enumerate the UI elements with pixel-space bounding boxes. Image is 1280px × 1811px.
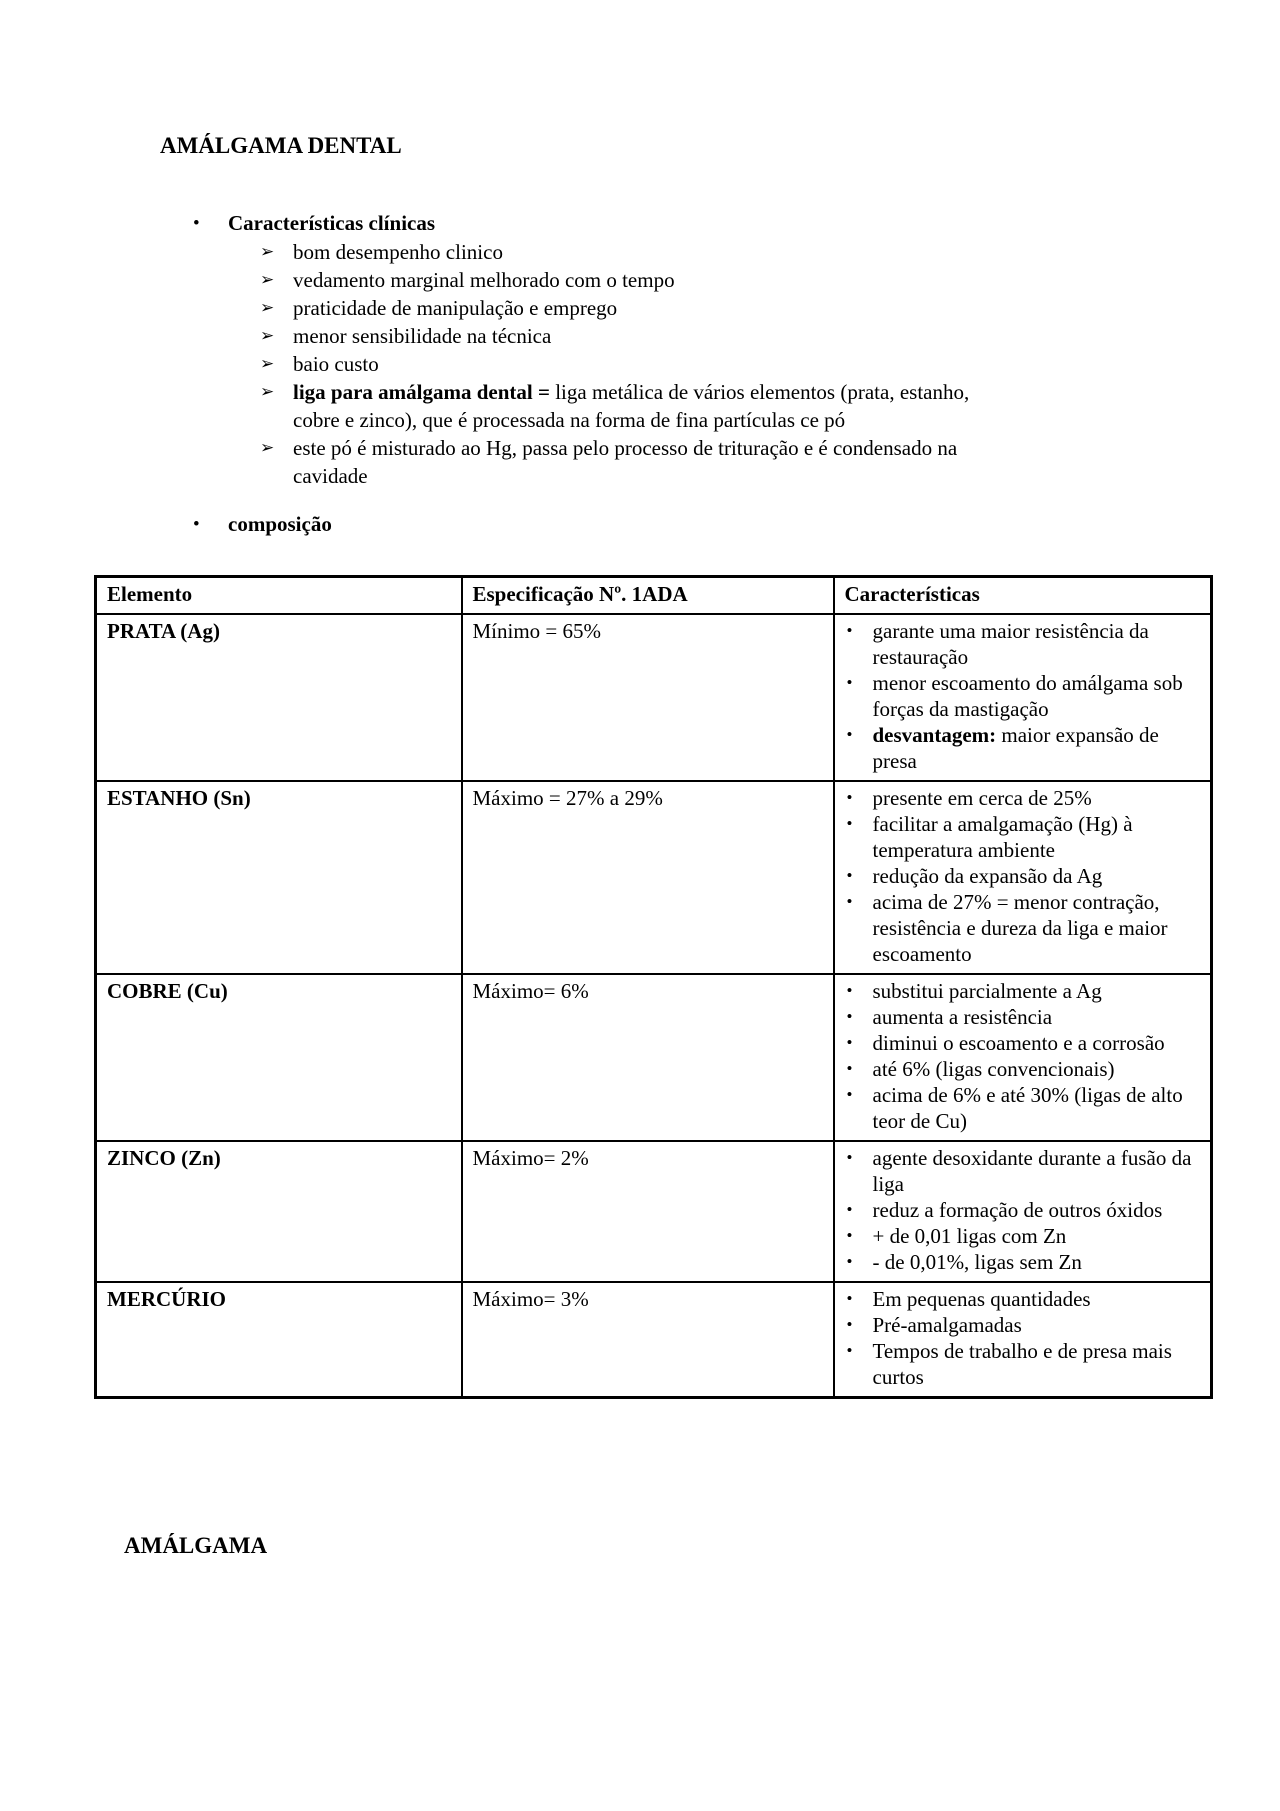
- characteristic-text: [873, 1223, 1203, 1249]
- characteristic-item: [845, 1249, 1203, 1275]
- arrow-bullet-icon: ➢: [260, 298, 275, 318]
- characteristic-item: [845, 1004, 1203, 1030]
- characteristic-text: [873, 1249, 1203, 1275]
- characteristic-text: [873, 1082, 1203, 1134]
- characteristic-item: [845, 889, 1203, 967]
- characteristic-rest: Pré-amalgamadas: [872, 1313, 1022, 1337]
- section-label: Características clínicas: [228, 211, 436, 235]
- cell-especificacao: Máximo= 2%: [462, 1141, 834, 1282]
- cell-elemento: PRATA (Ag): [96, 614, 462, 781]
- cell-elemento: MERCÚRIO: [96, 1282, 462, 1398]
- bullet-icon: •: [193, 514, 200, 535]
- cell-caracteristicas: [834, 781, 1212, 974]
- characteristic-item: [845, 1082, 1203, 1134]
- cell-especificacao: Mínimo = 65%: [462, 614, 834, 781]
- cell-especificacao: Máximo = 27% a 29%: [462, 781, 834, 974]
- list-item: [160, 378, 1210, 434]
- list-item-rest: baio custo: [293, 352, 379, 376]
- list-section-clinical: [160, 209, 1210, 238]
- bullet-icon: •: [846, 1148, 853, 1167]
- characteristic-text: [873, 785, 1203, 811]
- characteristic-text: [873, 978, 1203, 1004]
- characteristic-rest: Tempos de trabalho e de presa mais curtos: [872, 1339, 1172, 1389]
- list-item-rest: bom desempenho clinico: [293, 240, 503, 264]
- bullet-icon: •: [846, 1252, 853, 1271]
- list-item-rest: este pó é misturado ao Hg, passa pelo processo de trituração e é condensado na cavidade: [293, 436, 958, 488]
- bullet-icon: •: [846, 1289, 853, 1308]
- characteristic-rest: até 6% (ligas convencionais): [872, 1057, 1115, 1081]
- table-row: [96, 974, 1212, 1141]
- arrow-bullet-icon: ➢: [260, 326, 275, 346]
- bullet-icon: •: [846, 866, 853, 885]
- characteristic-text: [873, 889, 1203, 967]
- list-item-rest: vedamento marginal melhorado com o tempo: [293, 268, 675, 292]
- cell-especificacao: Máximo= 3%: [462, 1282, 834, 1398]
- cell-caracteristicas: [834, 974, 1212, 1141]
- characteristic-rest: presente em cerca de 25%: [872, 786, 1092, 810]
- cell-especificacao: Máximo= 6%: [462, 974, 834, 1141]
- list-item-rest: liga metálica de vários elementos (prata, estanho, cobre e zinco), que é processada na forma de fina partículas ce pó: [293, 380, 970, 432]
- list-item-bold: liga para amálgama dental =: [293, 380, 556, 404]
- bullet-icon: •: [846, 1200, 853, 1219]
- characteristic-rest: acima de 27% = menor contração, resistência e dureza da liga e maior escoamento: [872, 890, 1168, 966]
- column-header-elemento: Elemento: [96, 577, 462, 615]
- bullet-icon: •: [846, 725, 853, 744]
- list-item-text: [293, 238, 503, 266]
- list-item-text: [293, 350, 379, 378]
- characteristic-text: [873, 670, 1203, 722]
- cell-caracteristicas: [834, 1282, 1212, 1398]
- table-row: [96, 614, 1212, 781]
- table-header-row: [96, 577, 1212, 615]
- bullet-icon: •: [846, 1341, 853, 1360]
- list-item: [160, 266, 1210, 294]
- bullet-icon: •: [846, 1315, 853, 1334]
- characteristic-text: [873, 863, 1203, 889]
- characteristic-rest: aumenta a resistência: [872, 1005, 1053, 1029]
- characteristic-rest: - de 0,01%, ligas sem Zn: [872, 1250, 1082, 1274]
- table-row: [96, 1141, 1212, 1282]
- characteristic-rest: agente desoxidante durante a fusão da liga: [872, 1146, 1192, 1196]
- cell-caracteristicas: [834, 1141, 1212, 1282]
- list-item-text: [293, 378, 993, 434]
- characteristic-rest: facilitar a amalgamação (Hg) à temperatura ambiente: [872, 812, 1133, 862]
- list-item-text: [293, 434, 993, 490]
- list-item: [160, 294, 1210, 322]
- column-header-especificacao: Especificação Nº. 1ADA: [462, 577, 834, 615]
- characteristic-rest: maior expansão de presa: [872, 723, 1159, 773]
- list-item-text: [293, 294, 617, 322]
- characteristic-rest: menor escoamento do amálgama sob forças da mastigação: [872, 671, 1183, 721]
- characteristic-item: [845, 1338, 1203, 1390]
- characteristic-text: [873, 618, 1203, 670]
- characteristic-item: [845, 1056, 1203, 1082]
- characteristic-text: [873, 1338, 1203, 1390]
- bullet-icon: •: [846, 673, 853, 692]
- arrow-bullet-icon: ➢: [260, 354, 275, 374]
- composition-table: [94, 575, 1213, 1399]
- bullet-icon: •: [846, 981, 853, 1000]
- list-item: [160, 434, 1210, 490]
- characteristic-bold: desvantagem:: [872, 723, 997, 747]
- bullet-icon: •: [846, 621, 853, 640]
- characteristic-text: [873, 1286, 1203, 1312]
- characteristic-text: [873, 1056, 1203, 1082]
- list-item: [160, 238, 1210, 266]
- cell-elemento: ZINCO (Zn): [96, 1141, 462, 1282]
- characteristic-item: [845, 1197, 1203, 1223]
- characteristic-rest: acima de 6% e até 30% (ligas de alto teor de Cu): [872, 1083, 1183, 1133]
- section-label: composição: [228, 512, 332, 536]
- list-item-rest: menor sensibilidade na técnica: [293, 324, 552, 348]
- characteristic-item: [845, 618, 1203, 670]
- characteristic-text: [873, 1030, 1203, 1056]
- characteristic-item: [845, 1223, 1203, 1249]
- bullet-icon: •: [846, 1226, 853, 1245]
- list-item-text: [293, 266, 675, 294]
- arrow-bullet-icon: ➢: [260, 438, 275, 458]
- characteristic-item: [845, 670, 1203, 722]
- characteristic-text: [873, 722, 1203, 774]
- characteristic-item: [845, 722, 1203, 774]
- characteristic-rest: substitui parcialmente a Ag: [872, 979, 1102, 1003]
- bullet-icon: •: [846, 892, 853, 911]
- list-item: [160, 322, 1210, 350]
- bullet-list: [160, 209, 1210, 539]
- bullet-icon: •: [846, 814, 853, 833]
- cell-elemento: COBRE (Cu): [96, 974, 462, 1141]
- characteristic-rest: redução da expansão da Ag: [872, 864, 1103, 888]
- list-item-rest: praticidade de manipulação e emprego: [293, 296, 618, 320]
- list-item: [160, 350, 1210, 378]
- bottom-heading: AMÁLGAMA: [124, 1533, 268, 1558]
- table-row: [96, 1282, 1212, 1398]
- arrow-bullet-icon: ➢: [260, 270, 275, 290]
- characteristic-rest: reduz a formação de outros óxidos: [872, 1198, 1163, 1222]
- list-section-composition: [160, 510, 1210, 539]
- characteristic-item: [845, 1286, 1203, 1312]
- characteristic-item: [845, 811, 1203, 863]
- characteristic-text: [873, 811, 1203, 863]
- bullet-icon: •: [846, 1059, 853, 1078]
- column-header-caracteristicas: Características: [834, 577, 1212, 615]
- characteristic-text: [873, 1197, 1203, 1223]
- cell-elemento: ESTANHO (Sn): [96, 781, 462, 974]
- characteristic-rest: diminui o escoamento e a corrosão: [872, 1031, 1165, 1055]
- characteristic-item: [845, 978, 1203, 1004]
- characteristic-item: [845, 1312, 1203, 1338]
- characteristic-item: [845, 863, 1203, 889]
- characteristic-rest: garante uma maior resistência da restauração: [872, 619, 1149, 669]
- characteristic-text: [873, 1145, 1203, 1197]
- list-item-text: [293, 322, 551, 350]
- cell-caracteristicas: [834, 614, 1212, 781]
- characteristic-rest: + de 0,01 ligas com Zn: [872, 1224, 1067, 1248]
- document-page: [0, 0, 1280, 539]
- arrow-bullet-icon: ➢: [260, 242, 275, 262]
- characteristic-text: [873, 1312, 1203, 1338]
- characteristic-item: [845, 1145, 1203, 1197]
- bullet-icon: •: [193, 213, 200, 234]
- characteristic-rest: Em pequenas quantidades: [872, 1287, 1091, 1311]
- bullet-icon: •: [846, 1033, 853, 1052]
- characteristic-item: [845, 1030, 1203, 1056]
- arrow-bullet-icon: ➢: [260, 382, 275, 402]
- characteristic-text: [873, 1004, 1203, 1030]
- table-row: [96, 781, 1212, 974]
- characteristic-item: [845, 785, 1203, 811]
- bullet-icon: •: [846, 1007, 853, 1026]
- bullet-icon: •: [846, 788, 853, 807]
- bullet-icon: •: [846, 1085, 853, 1104]
- page-title: AMÁLGAMA DENTAL: [160, 133, 402, 158]
